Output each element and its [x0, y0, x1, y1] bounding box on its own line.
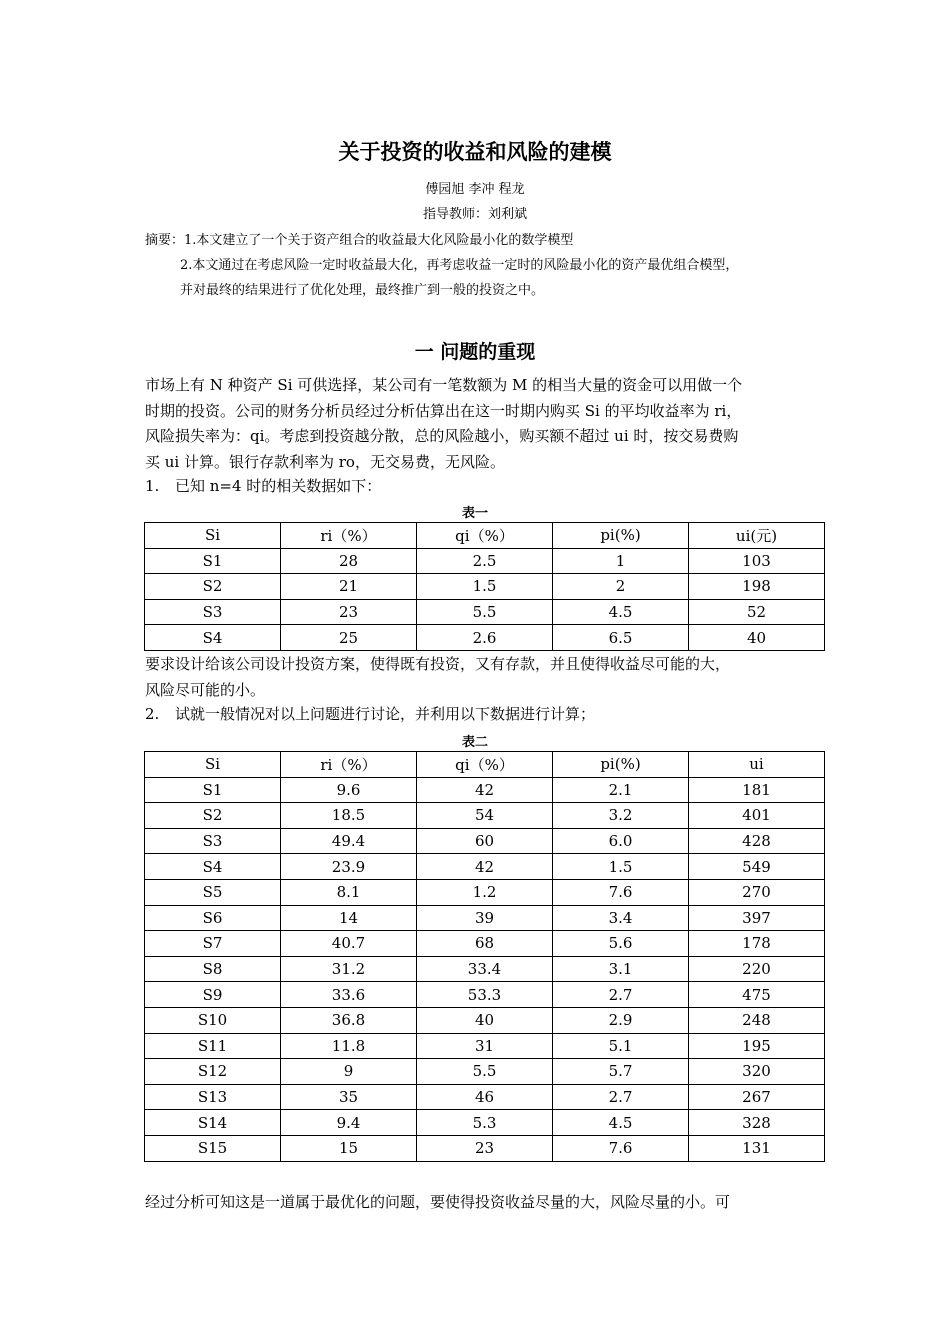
table-row — [145, 548, 825, 574]
abstract-line-3: 并对最终的结果进行了优化处理，最终推广到一般的投资之中。 — [180, 283, 545, 298]
table-cell: 6.5 — [553, 625, 689, 651]
table-cell: S1 — [145, 548, 281, 574]
table2-caption: 表二 — [461, 735, 488, 750]
table-cell: S9 — [145, 982, 281, 1008]
table-cell: 40 — [417, 1007, 553, 1033]
table-cell: 5.5 — [417, 1059, 553, 1085]
table-cell: 198 — [689, 574, 825, 600]
table-cell: 5.6 — [553, 931, 689, 957]
column-header: ri（%） — [281, 523, 417, 549]
table2 — [144, 751, 825, 1162]
table-cell: 31.2 — [281, 956, 417, 982]
table-row — [145, 931, 825, 957]
table-cell: S8 — [145, 956, 281, 982]
table-cell: 23 — [417, 1135, 553, 1161]
column-header: ri（%） — [281, 752, 417, 778]
table-cell: 5.1 — [553, 1033, 689, 1059]
table-cell: 23.9 — [281, 854, 417, 880]
table-cell: 328 — [689, 1110, 825, 1136]
column-header: qi（%） — [417, 523, 553, 549]
table-row — [145, 1033, 825, 1059]
table-row — [145, 599, 825, 625]
table-cell: S3 — [145, 599, 281, 625]
table-cell: 42 — [417, 777, 553, 803]
table-cell: 9 — [281, 1059, 417, 1085]
column-header: Si — [145, 752, 281, 778]
authors: 傅园旭 李冲 程龙 — [425, 182, 525, 197]
table-cell: 1.5 — [417, 574, 553, 600]
table1 — [144, 522, 825, 651]
table-cell: 2.6 — [417, 625, 553, 651]
column-header: pi(%) — [553, 523, 689, 549]
table-cell: 46 — [417, 1084, 553, 1110]
table-cell: 5.5 — [417, 599, 553, 625]
table-row — [145, 956, 825, 982]
table-row — [145, 1059, 825, 1085]
table-header-row — [145, 523, 825, 549]
table-cell: 36.8 — [281, 1007, 417, 1033]
table-row — [145, 625, 825, 651]
table-cell: 4.5 — [553, 1110, 689, 1136]
table-cell: 11.8 — [281, 1033, 417, 1059]
table-cell: 475 — [689, 982, 825, 1008]
column-header: qi（%） — [417, 752, 553, 778]
table-row — [145, 1110, 825, 1136]
table-cell: S1 — [145, 777, 281, 803]
column-header: ui — [689, 752, 825, 778]
table-cell: 181 — [689, 777, 825, 803]
table-cell: 4.5 — [553, 599, 689, 625]
column-header: ui(元) — [689, 523, 825, 549]
table-cell: 267 — [689, 1084, 825, 1110]
table-cell: 5.3 — [417, 1110, 553, 1136]
table-cell: S12 — [145, 1059, 281, 1085]
table-cell: 60 — [417, 828, 553, 854]
page-title: 关于投资的收益和风险的建模 — [338, 140, 612, 164]
table-cell: 3.1 — [553, 956, 689, 982]
table-cell: 7.6 — [553, 1135, 689, 1161]
table-row — [145, 982, 825, 1008]
table-cell: S4 — [145, 625, 281, 651]
abstract-line-1: 摘要：1.本文建立了一个关于资产组合的收益最大化风险最小化的数学模型 — [145, 233, 574, 248]
table-cell: 248 — [689, 1007, 825, 1033]
table-cell: 401 — [689, 803, 825, 829]
table-cell: 2.5 — [417, 548, 553, 574]
column-header: pi(%) — [553, 752, 689, 778]
abstract-line-2: 2.本文通过在考虑风险一定时收益最大化，再考虑收益一定时的风险最小化的资产最优组合模型， — [180, 258, 739, 273]
table-cell: S15 — [145, 1135, 281, 1161]
table-cell: 52 — [689, 599, 825, 625]
intro-paragraph: 市场上有 N 种资产 Si 可供选择，某公司有一笔数额为 M 的相当大量的资金可以用做一个 时期的投资。公司的财务分析员经过分析估算出在这一时期内购买 Si 的平均收益率为 ri， 风险损失率为：qi。考虑到投资越分散，总的风险越小，购买额不超过 ui 时，按交易费购 买 ui 计算。银行存款利率为 ro，无交易费，无风险。 — [145, 376, 743, 471]
table-cell: S2 — [145, 803, 281, 829]
table-cell: S6 — [145, 905, 281, 931]
table-cell: 3.4 — [553, 905, 689, 931]
section-heading: 一 问题的重现 — [414, 341, 536, 363]
table-cell: 2.1 — [553, 777, 689, 803]
table-cell: 195 — [689, 1033, 825, 1059]
table1-caption: 表一 — [461, 506, 488, 521]
table-cell: S14 — [145, 1110, 281, 1136]
table-cell: 2 — [553, 574, 689, 600]
table-cell: 3.2 — [553, 803, 689, 829]
table-cell: 131 — [689, 1135, 825, 1161]
table-cell: 14 — [281, 905, 417, 931]
closing-paragraph: 经过分析可知这是一道属于最优化的问题，要使得投资收益尽量的大，风险尽量的小。可 — [145, 1193, 731, 1211]
table-cell: 8.1 — [281, 879, 417, 905]
table-cell: 23 — [281, 599, 417, 625]
table-cell: 40 — [689, 625, 825, 651]
table-row — [145, 1007, 825, 1033]
table-cell: 320 — [689, 1059, 825, 1085]
table-cell: 428 — [689, 828, 825, 854]
table-cell: 39 — [417, 905, 553, 931]
table-cell: 25 — [281, 625, 417, 651]
table-cell: 178 — [689, 931, 825, 957]
advisor: 指导教师：刘利斌 — [422, 207, 527, 222]
table-cell: 49.4 — [281, 828, 417, 854]
abstract-label: 摘要： — [145, 233, 185, 248]
table-cell: S11 — [145, 1033, 281, 1059]
table-cell: S13 — [145, 1084, 281, 1110]
table-cell: 1.5 — [553, 854, 689, 880]
table-cell: 54 — [417, 803, 553, 829]
table-cell: 7.6 — [553, 879, 689, 905]
table-cell: 68 — [417, 931, 553, 957]
table-cell: 220 — [689, 956, 825, 982]
table-cell: 9.4 — [281, 1110, 417, 1136]
table-row — [145, 905, 825, 931]
table-row — [145, 1084, 825, 1110]
table-cell: 33.4 — [417, 956, 553, 982]
table-cell: 40.7 — [281, 931, 417, 957]
table-cell: 28 — [281, 548, 417, 574]
table-row — [145, 1135, 825, 1161]
column-header: Si — [145, 523, 281, 549]
table-cell: 33.6 — [281, 982, 417, 1008]
table-cell: 1 — [553, 548, 689, 574]
list-item-1: 1. 已知 n=4 时的相关数据如下： — [145, 477, 382, 495]
table-cell: 6.0 — [553, 828, 689, 854]
table-cell: 2.7 — [553, 982, 689, 1008]
requirement-paragraph: 要求设计给该公司设计投资方案，使得既有投资，又有存款，并且使得收益尽可能的大， 风险尽可能的小。 — [145, 655, 731, 699]
table-cell: 1.2 — [417, 879, 553, 905]
table-cell: 2.7 — [553, 1084, 689, 1110]
table-header-row — [145, 752, 825, 778]
table-cell: S5 — [145, 879, 281, 905]
list-item-2: 2. 试就一般情况对以上问题进行讨论，并利用以下数据进行计算； — [145, 705, 596, 723]
table-cell: 103 — [689, 548, 825, 574]
table-row — [145, 803, 825, 829]
table-cell: 2.9 — [553, 1007, 689, 1033]
table-row — [145, 574, 825, 600]
table-cell: S4 — [145, 854, 281, 880]
table-cell: 5.7 — [553, 1059, 689, 1085]
table-row — [145, 854, 825, 880]
table-cell: 53.3 — [417, 982, 553, 1008]
table-cell: 18.5 — [281, 803, 417, 829]
table-cell: S2 — [145, 574, 281, 600]
table-row — [145, 777, 825, 803]
table-cell: S3 — [145, 828, 281, 854]
table-row — [145, 828, 825, 854]
table-cell: S10 — [145, 1007, 281, 1033]
table-cell: 21 — [281, 574, 417, 600]
table-cell: 15 — [281, 1135, 417, 1161]
table-cell: 549 — [689, 854, 825, 880]
table-cell: S7 — [145, 931, 281, 957]
table-cell: 9.6 — [281, 777, 417, 803]
table-cell: 42 — [417, 854, 553, 880]
table-cell: 35 — [281, 1084, 417, 1110]
table-cell: 397 — [689, 905, 825, 931]
table-cell: 31 — [417, 1033, 553, 1059]
table-row — [145, 879, 825, 905]
table-cell: 270 — [689, 879, 825, 905]
